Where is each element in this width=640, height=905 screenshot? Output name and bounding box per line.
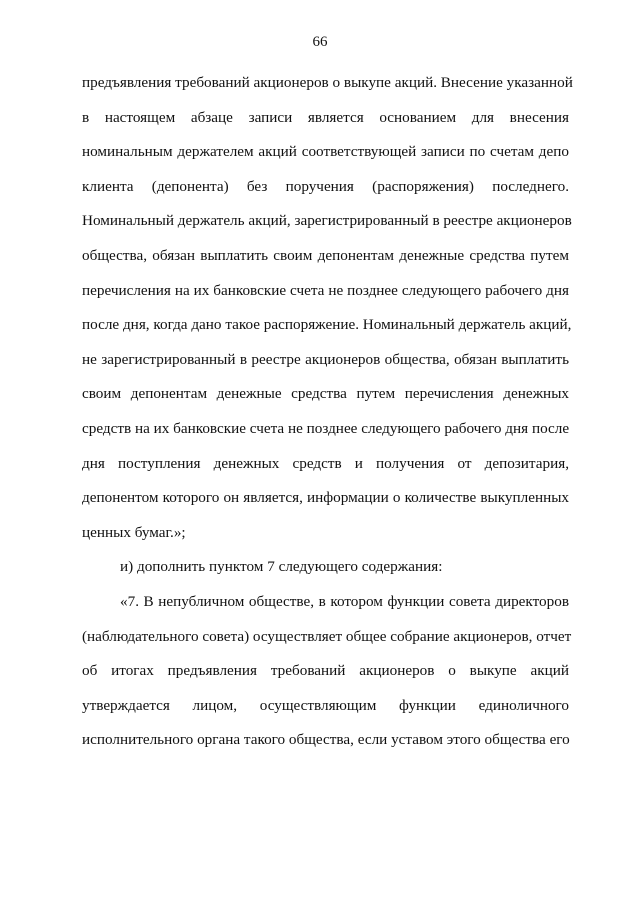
text-line: исполнительного органа такого общества, если уставом этого общества его [82,731,570,749]
text-line: перечисления на их банковские счета не позднее следующего рабочего дня [82,281,569,299]
text-line: «7. В непубличном обществе, в котором функции совета директоров [120,592,569,610]
text-line: предъявления требований акционеров о выкупе акций. Внесение указанной [82,74,573,91]
text-line: средств на их банковские счета не позднее следующего рабочего дня после [82,419,570,437]
page-number: 66 [312,34,328,50]
amendment-instruction: и) дополнить пунктом 7 следующего содержания: [120,558,443,576]
text-line: утверждается лицом, осуществляющим функции единоличного [82,696,569,714]
text-line: не зарегистрированный в реестре акционеров общества, обязан выплатить [82,350,569,368]
text-line: своим депонентам денежные средства путем перечисления денежных [82,385,569,403]
text-line: об итогах предъявления требований акционеров о выкупе акций [82,662,569,680]
paragraph-end-line: ценных бумаг.»; [82,523,186,541]
document-body [82,66,573,758]
text-line: общества, обязан выплатить своим депонентам денежные средства путем [82,246,569,264]
text-line: в настоящем абзаце записи является основанием для внесения [82,108,569,126]
text-line: Номинальный держатель акций, зарегистрированный в реестре акционеров [82,212,572,230]
text-line: дня поступления денежных средств и получения от депозитария, [82,454,569,472]
text-line: депонентом которого он является, информации о количестве выкупленных [82,489,569,507]
text-line: клиента (депонента) без поручения (распоряжения) последнего. [82,177,569,195]
text-line: номинальным держателем акций соответствующей записи по счетам депо [82,143,569,161]
text-line: (наблюдательного совета) осуществляет общее собрание акционеров, отчет [82,627,572,645]
text-line: после дня, когда дано такое распоряжение. Номинальный держатель акций, [82,316,572,334]
